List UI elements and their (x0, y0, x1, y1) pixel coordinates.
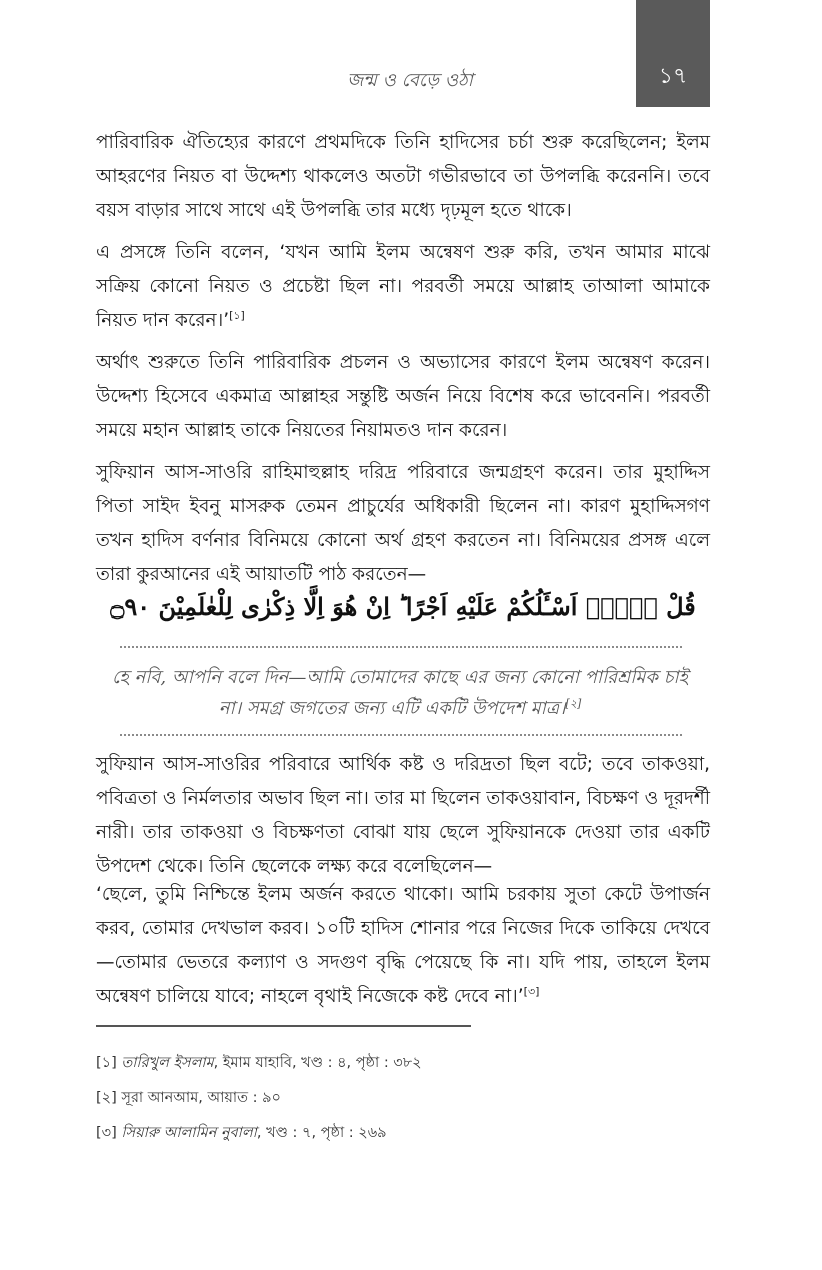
footnote-1: [১] তারিখুল ইসলাম, ইমাম যাহাবি, খণ্ড : ৪, পৃষ্ঠা : ৩৮২ (96, 1055, 422, 1071)
footnote-ref-1[interactable]: [১] (229, 308, 245, 322)
paragraph-3: অর্থাৎ শুরুতে তিনি পারিবারিক প্রচলন ও অভ্যাসের কারণে ইলম অন্বেষণ করেন। উদ্দেশ্য হিসেবে একমাত্র আল্লাহর সন্তুষ্টি অর্জন নিয়ে বিশেষ করে ভাবেননি। পরবর্তী সময়ে মহান আল্লাহ তাকে নিয়তের নিয়ামতও দান করেন। (96, 352, 710, 441)
paragraph-1: পারিবারিক ঐতিহ্যের কারণে প্রথমদিকে তিনি হাদিসের চর্চা শুরু করেছিলেন; ইলম আহরণের নিয়ত বা উদ্দেশ্য থাকলেও অতটা গভীরভাবে তা উপলব্ধি করেননি। তবে বয়স বাড়ার সাথে সাথে এই উপলব্ধি তার মধ্যে দৃঢ়মূল হতে থাকে। (96, 132, 710, 221)
footnote-2: [২] সূরা আনআম, আয়াত : ৯০ (96, 1090, 281, 1106)
page-number (636, 0, 710, 107)
running-header: জন্ম ও বেড়ে ওঠা (347, 70, 473, 91)
paragraph-4: সুফিয়ান আস-সাওরি রাহিমাহুল্লাহ দরিদ্র পরিবারে জন্মগ্রহণ করেন। তার মুহাদ্দিস পিতা সাইদ ইবনু মাসরুক তেমন প্রাচুর্যের অধিকারী ছিলেন না। কারণ মুহাদ্দিসগণ তখন হাদিস বর্ণনার বিনিময়ে কোনো অর্থ গ্রহণ করতেন না। বিনিময়ের প্রসঙ্গ এলে তারা কুরআনের এই আয়াতটি পাঠ করতেন— (96, 462, 710, 585)
quran-verse-arabic: قُلْ لَّاۤ اَسْـَٔلُكُمْ عَلَيْهِ اَجْرًا ؕ اِنْ هُوَ اِلَّا ذِكْرٰى لِلْعٰلَمِيْنَ ۝٩٠ (110, 592, 696, 621)
quote-divider-bottom (120, 734, 682, 736)
page-number-text: ১৭ (658, 64, 688, 89)
paragraph-2: এ প্রসঙ্গে তিনি বলেন, ‘যখন আমি ইলম অন্বেষণ শুরু করি, তখন আমার মাঝে সক্রিয় কোনো নিয়ত ও প্রচেষ্টা ছিল না। পরবর্তী সময়ে আল্লাহ তাআলা আমাকে নিয়ত দান করেন।’[১] (96, 242, 710, 331)
paragraph-5: সুফিয়ান আস-সাওরির পরিবারে আর্থিক কষ্ট ও দরিদ্রতা ছিল বটে; তবে তাকওয়া, পবিত্রতা ও নির্মলতার অভাব ছিল না। তার মা ছিলেন তাকওয়াবান, বিচক্ষণ ও দূরদর্শী নারী। তার তাকওয়া ও বিচক্ষণতা বোঝা যায় ছেলে সুফিয়ানকে দেওয়া তার একটি উপদেশ থেকে। তিনি ছেলেকে লক্ষ্য করে বলেছিলেন— (96, 754, 710, 877)
footnote-separator (96, 1025, 471, 1027)
quote-divider-top (120, 646, 682, 648)
paragraph-6: ‘ছেলে, তুমি নিশ্চিন্তে ইলম অর্জন করতে থাকো। আমি চরকায় সুতা কেটে উপার্জন করব, তোমার দেখভাল করব। ১০টি হাদিস শোনার পরে নিজের দিকে তাকিয়ে দেখবে—তোমার ভেতরে কল্যাণ ও সদগুণ বৃদ্ধি পেয়েছে কি না। যদি পায়, তাহলে ইলম অন্বেষণ চালিয়ে যাবে; নাহলে বৃথাই নিজেকে কষ্ট দেবে না।’[৩] (96, 884, 710, 1007)
footnote-ref-3[interactable]: [৩] (523, 984, 540, 998)
quran-verse-translation: হে নবি, আপনি বলে দিন—আমি তোমাদের কাছে এর জন্য কোনো পারিশ্রমিক চাই না। সমগ্র জগতের জন্য এটি একটি উপদেশ মাত্র।[২] (112, 667, 688, 719)
footnote-ref-2[interactable]: [২] (565, 697, 582, 710)
footnote-3: [৩] সিয়ারু আলামিন নুবালা, খণ্ড : ৭, পৃষ্ঠা : ২৬৯ (96, 1125, 387, 1141)
